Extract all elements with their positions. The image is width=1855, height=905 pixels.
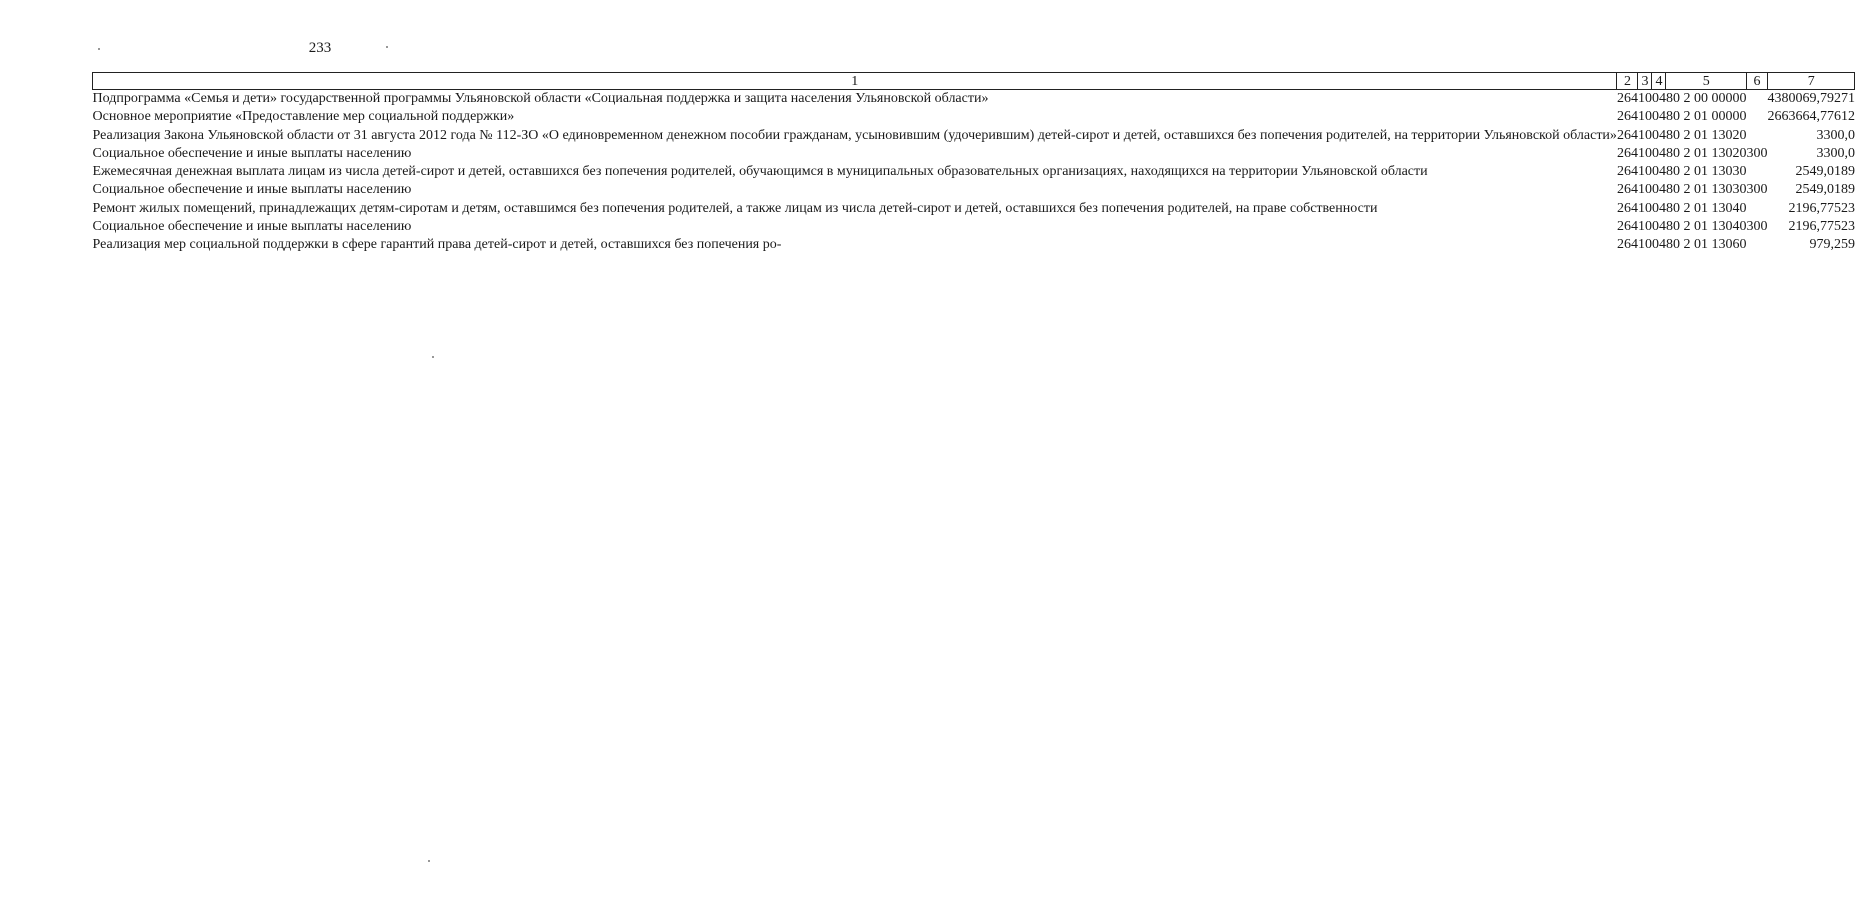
- row-code-4: 04: [1651, 237, 1666, 253]
- row-amount: 2196,77523: [1788, 219, 1855, 235]
- row-code-5: 80 2 01 00000: [1665, 109, 1747, 125]
- table-row: [93, 108, 1855, 126]
- row-code-3: 10: [1637, 91, 1652, 106]
- table-row: [93, 145, 1855, 163]
- row-code-6: 300: [1746, 145, 1768, 161]
- row-code-3: 10: [1637, 109, 1652, 125]
- row-code-5: 80 2 01 13030: [1665, 164, 1747, 180]
- column-header: 5: [1666, 73, 1747, 90]
- row-code-2: 264: [1616, 182, 1638, 198]
- table-row: [93, 236, 1855, 254]
- row-code-5: 80 2 01 13020: [1665, 145, 1747, 161]
- scan-speck: [98, 48, 100, 50]
- row-code-4: 04: [1651, 109, 1666, 125]
- row-code-3: 10: [1637, 219, 1652, 235]
- row-code-3: 10: [1637, 237, 1652, 253]
- row-amount: 2549,0189: [1795, 164, 1855, 180]
- row-code-6: [1746, 108, 1767, 126]
- column-header: 2: [1617, 73, 1638, 90]
- row-amount: 979,259: [1809, 237, 1855, 253]
- row-name: Реализация Закона Ульяновской области от 31 августа 2012 года № 112-ЗО «О единовременном денежном пособии гражданам, усыновившим (удочерившим) детей-сирот и детей, оставшихся без попечения родителей, на территории Ульяновской области»: [92, 127, 1617, 143]
- table-row: [93, 90, 1855, 109]
- row-code-2: 264: [1616, 164, 1638, 180]
- row-code-2: 264: [1616, 200, 1638, 216]
- row-name: Социальное обеспечение и иные выплаты населению: [92, 182, 412, 198]
- row-name: Основное мероприятие «Предоставление мер социальной поддержки»: [92, 109, 515, 125]
- row-code-2: 264: [1616, 237, 1638, 253]
- scan-speck: [432, 356, 434, 358]
- row-code-6: [1746, 90, 1767, 109]
- row-code-6: 300: [1746, 219, 1768, 235]
- row-name: Социальное обеспечение и иные выплаты населению: [92, 219, 412, 235]
- table-row: [93, 218, 1855, 236]
- row-code-4: 04: [1651, 164, 1666, 180]
- row-code-6: 300: [1746, 182, 1768, 198]
- row-code-3: 10: [1637, 145, 1652, 161]
- row-code-3: 10: [1637, 182, 1652, 198]
- row-code-5: 80 2 01 13060: [1665, 237, 1747, 253]
- row-name: Реализация мер социальной поддержки в сфере гарантий права детей-сирот и детей, оставшихся без попечения ро-: [92, 237, 782, 253]
- row-code-4: 04: [1651, 182, 1666, 198]
- table-row: [93, 163, 1855, 181]
- row-code-2: 264: [1616, 91, 1638, 106]
- row-code-2: 264: [1616, 109, 1638, 125]
- row-amount: 3300,0: [1816, 145, 1855, 161]
- row-code-4: 04: [1651, 91, 1666, 106]
- scan-speck: [428, 860, 430, 862]
- row-code-5: 80 2 01 13030: [1665, 182, 1747, 198]
- scan-speck: [386, 46, 388, 48]
- row-amount: 3300,0: [1816, 127, 1855, 143]
- row-code-5: 80 2 00 00000: [1665, 91, 1747, 106]
- column-header: 3: [1638, 73, 1652, 90]
- row-code-5: 80 2 01 13040: [1665, 200, 1747, 216]
- row-code-4: 04: [1651, 127, 1666, 143]
- row-code-4: 04: [1651, 200, 1666, 216]
- row-code-3: 10: [1637, 127, 1652, 143]
- row-code-6: [1746, 200, 1767, 218]
- table-row: [93, 200, 1855, 218]
- budget-table: [92, 72, 1855, 255]
- row-code-6: [1746, 163, 1767, 181]
- column-header: 4: [1652, 73, 1666, 90]
- row-code-2: 264: [1616, 219, 1638, 235]
- row-name: Ремонт жилых помещений, принадлежащих детям-сиротам и детям, оставшимся без попечения родителей, а также лицам из числа детей-сирот и детей, оставшихся без попечения родителей, на праве собственности: [92, 200, 1378, 216]
- row-code-6: [1746, 236, 1767, 254]
- table-row: [93, 127, 1855, 145]
- row-code-2: 264: [1616, 145, 1638, 161]
- row-amount: 2549,0189: [1795, 182, 1855, 198]
- table-row: [93, 181, 1855, 199]
- row-code-2: 264: [1616, 127, 1638, 143]
- row-code-5: 80 2 01 13020: [1665, 127, 1747, 143]
- row-amount: 4380069,79271: [1767, 91, 1855, 106]
- row-code-5: 80 2 01 13040: [1665, 219, 1747, 235]
- row-name: Подпрограмма «Семья и дети» государственной программы Ульяновской области «Социальная поддержка и защита населения Ульяновской области»: [92, 91, 989, 106]
- page-number: 233: [308, 40, 332, 56]
- header-row: [93, 73, 1855, 90]
- column-header: 6: [1746, 73, 1767, 90]
- row-code-6: [1746, 127, 1767, 145]
- column-header: 7: [1767, 73, 1855, 90]
- column-header: 1: [93, 73, 1617, 90]
- row-name: Социальное обеспечение и иные выплаты населению: [92, 145, 412, 161]
- row-name: Ежемесячная денежная выплата лицам из числа детей-сирот и детей, оставшихся без попечения родителей, обучающимся в муниципальных образовательных организациях, находящихся на территории Ульяновской области: [92, 164, 1428, 180]
- row-code-3: 10: [1637, 200, 1652, 216]
- row-code-4: 04: [1651, 145, 1666, 161]
- row-code-4: 04: [1651, 219, 1666, 235]
- row-amount: 2196,77523: [1788, 200, 1855, 216]
- row-amount: 2663664,77612: [1767, 109, 1855, 125]
- row-code-3: 10: [1637, 164, 1652, 180]
